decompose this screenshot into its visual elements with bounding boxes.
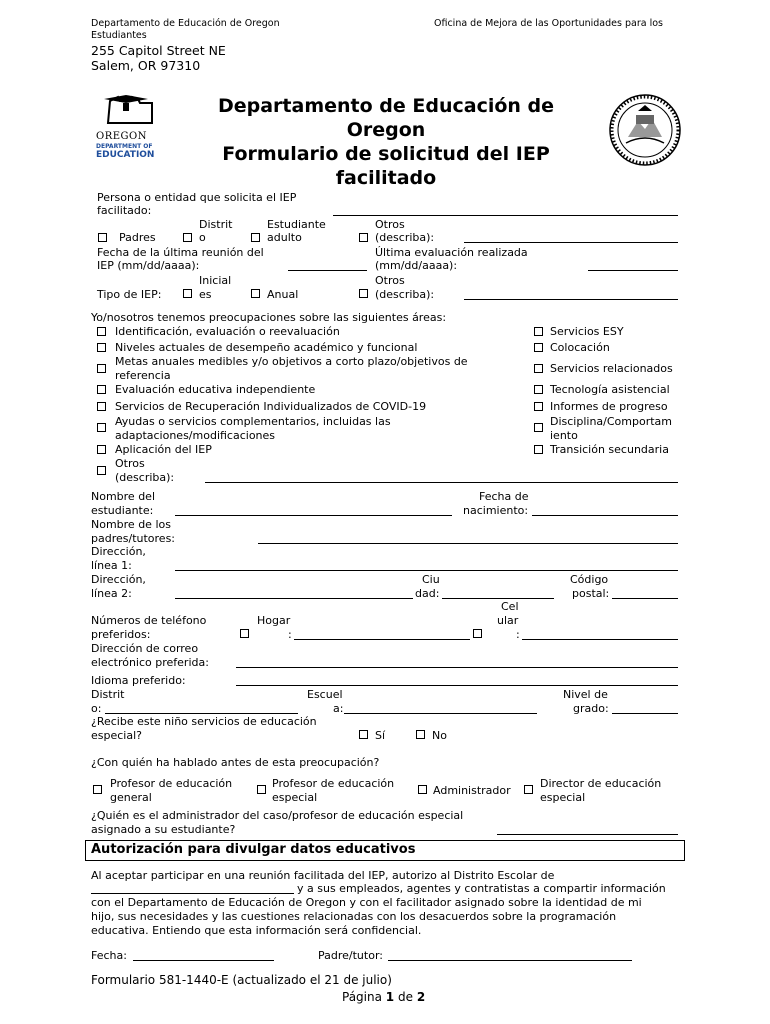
release-paragraph-3: con el Departamento de Educación de Oregon y con el facilitador asignado sobre la identidad de mi	[91, 896, 642, 909]
iep-type-label: Tipo de IEP:	[97, 288, 162, 301]
requester-other-field[interactable]	[464, 232, 678, 243]
concern-other-field[interactable]	[205, 472, 678, 483]
form-title	[196, 94, 576, 190]
address	[91, 43, 226, 73]
oregon-doe-logo	[96, 93, 162, 165]
email-label: Dirección de correo	[91, 642, 199, 655]
release-paragraph-1: Al aceptar participar en una reunión facilitada del IEP, autorizo al Distrito Escolar de	[91, 869, 555, 882]
concern-checkbox[interactable]	[534, 343, 543, 352]
dob-field[interactable]	[532, 505, 678, 516]
concern-checkbox[interactable]	[97, 423, 106, 432]
concern-checkbox[interactable]	[97, 385, 106, 394]
concern-checkbox[interactable]	[97, 445, 106, 454]
case-manager-question: ¿Quién es el administrador del caso/profesor de educación especial	[91, 809, 464, 822]
concern-label: Transición secundaria	[550, 443, 669, 456]
concern-checkbox[interactable]	[97, 364, 106, 373]
concern-label-cont: adaptaciones/modificaciones	[115, 429, 276, 442]
requester-other-label: Otros	[375, 218, 405, 231]
language-label: Idioma preferido:	[91, 674, 186, 687]
annual-checkbox[interactable]	[251, 289, 260, 298]
address1-label: Dirección,	[91, 545, 146, 558]
concern-label: Ayudas o servicios complementarios, incluidas las	[115, 415, 391, 428]
concern-checkbox[interactable]	[534, 445, 543, 454]
concern-other-label: Otros	[115, 457, 145, 470]
oregon-state-icon	[96, 93, 162, 127]
state-seal-icon	[608, 93, 682, 167]
gen-ed-teacher-label: Profesor de educación	[110, 777, 233, 790]
total-pages: 2	[416, 990, 426, 1004]
concern-other-checkbox[interactable]	[97, 466, 106, 475]
title-line-2: Oregon	[346, 119, 426, 141]
street: 255 Capitol Street NE	[91, 43, 226, 58]
iep-other-label: Otros	[375, 274, 405, 287]
concern-label: Disciplina/Comportam	[550, 415, 673, 428]
sped-question: ¿Recibe este niño servicios de educación	[91, 715, 317, 728]
parent-signature-label: Padre/tutor:	[318, 949, 383, 962]
concern-label: Servicios de Recuperación Individualizados de COVID-19	[115, 400, 427, 413]
cell-label-2: ular	[497, 614, 519, 627]
release-heading: Autorización para divulgar datos educativos	[91, 842, 416, 857]
cell-label: Cel	[501, 600, 519, 613]
case-manager-question-2: asignado a su estudiante?	[91, 823, 236, 836]
concern-checkbox[interactable]	[534, 423, 543, 432]
address2-label-2: línea 2:	[91, 587, 132, 600]
district-label: Distrit	[199, 218, 233, 231]
parents-label: Padres	[119, 231, 156, 244]
gen-ed-teacher-checkbox[interactable]	[93, 785, 102, 794]
address2-field[interactable]	[175, 588, 413, 599]
signature-date-field[interactable]	[133, 950, 274, 961]
office-name: Oficina de Mejora de las Oportunidades para los	[434, 18, 663, 29]
concern-label: Tecnología asistencial	[550, 383, 670, 396]
zip-label-2: postal:	[572, 587, 610, 600]
last-meeting-date-field[interactable]	[288, 260, 367, 271]
sped-yes-label: Sí	[375, 729, 386, 742]
agency-left-2: Estudiantes	[91, 29, 147, 41]
parents-name-label-2: padres/tutores:	[91, 532, 176, 545]
current-page: 1	[385, 990, 395, 1004]
concern-checkbox[interactable]	[97, 343, 106, 352]
release-paragraph-4: hijo, sus necesidades y las cuestiones relacionadas con los desacuerdos sobre la programación	[91, 910, 617, 923]
student-name-field[interactable]	[175, 505, 452, 516]
school-field[interactable]	[344, 703, 537, 714]
concern-checkbox[interactable]	[534, 385, 543, 394]
agency-left: Departamento de Educación de Oregon	[91, 18, 280, 29]
phone-label: Números de teléfono	[91, 614, 207, 627]
grade-label-2: grado:	[573, 702, 609, 715]
district-name-label: Distrit	[91, 688, 125, 701]
title-line-4: facilitado	[335, 167, 437, 189]
sped-no-checkbox[interactable]	[416, 730, 425, 739]
grade-field[interactable]	[612, 703, 678, 714]
initial-checkbox[interactable]	[183, 289, 192, 298]
concern-label: Colocación	[550, 341, 610, 354]
page-of: de	[397, 990, 413, 1004]
language-field[interactable]	[236, 675, 678, 686]
home-phone-checkbox[interactable]	[240, 629, 249, 638]
city-label: Ciu	[422, 573, 440, 586]
parent-signature-field[interactable]	[388, 950, 632, 961]
sped-director-label-2: especial	[540, 791, 586, 804]
zip-label: Código	[570, 573, 609, 586]
concern-checkbox[interactable]	[534, 364, 543, 373]
administrator-label: Administrador	[433, 784, 511, 797]
concern-checkbox[interactable]	[97, 402, 106, 411]
student-name-label-2: estudiante:	[91, 504, 154, 517]
concern-label: Identificación, evaluación o reevaluación	[115, 325, 340, 338]
school-district-field[interactable]	[91, 883, 294, 894]
sped-question-2: especial?	[91, 729, 142, 742]
requester-label-2: facilitado:	[97, 204, 152, 217]
home-phone-colon: :	[288, 628, 292, 641]
concern-checkbox[interactable]	[534, 327, 543, 336]
email-label-2: electrónico preferida:	[91, 656, 209, 669]
initial-label-2: es	[199, 288, 212, 301]
dob-label-2: nacimiento:	[463, 504, 529, 517]
dob-label: Fecha de	[479, 490, 529, 503]
last-eval-date-field[interactable]	[588, 260, 678, 271]
concern-label-cont: iento	[550, 429, 578, 442]
logo-dept-text: DEPARTMENT OF	[96, 143, 153, 151]
home-phone-label: Hogar	[257, 614, 291, 627]
phone-label-2: preferidos:	[91, 628, 151, 641]
concern-label: Informes de progreso	[550, 400, 668, 413]
concern-label: Aplicación del IEP	[115, 443, 212, 456]
concern-label: Metas anuales medibles y/o objetivos a corto plazo/objetivos de	[115, 355, 468, 368]
iep-other-field[interactable]	[464, 289, 678, 300]
concern-label-cont: referencia	[115, 369, 171, 382]
page-number	[342, 990, 425, 1005]
parents-checkbox[interactable]	[98, 233, 107, 242]
title-line-1: Departamento de Educación de	[217, 95, 555, 117]
parents-name-field[interactable]	[258, 533, 678, 544]
concern-checkbox[interactable]	[97, 327, 106, 336]
cell-phone-checkbox[interactable]	[473, 629, 482, 638]
last-eval-label-2: (mm/dd/aaaa):	[375, 259, 458, 272]
cell-phone-colon: :	[516, 628, 520, 641]
sped-teacher-label-2: especial	[272, 791, 318, 804]
agency-name	[91, 18, 280, 42]
last-meeting-label-2: IEP (mm/dd/aaaa):	[97, 259, 200, 272]
district-name-field[interactable]	[105, 703, 298, 714]
page-word: Página	[342, 990, 382, 1004]
address1-label-2: línea 1:	[91, 559, 132, 572]
sped-director-label: Director de educación	[540, 777, 662, 790]
signature-date-label: Fecha:	[91, 949, 127, 962]
administrator-checkbox[interactable]	[418, 785, 427, 794]
address2-label: Dirección,	[91, 573, 146, 586]
sped-teacher-checkbox[interactable]	[257, 785, 266, 794]
city: Salem, OR 97310	[91, 58, 201, 73]
school-label: Escuel	[307, 688, 343, 701]
city-field[interactable]	[442, 588, 554, 599]
sped-director-checkbox[interactable]	[524, 785, 533, 794]
concern-label: Niveles actuales de desempeño académico y funcional	[115, 341, 418, 354]
form-number: Formulario 581-1440-E (actualizado el 21 de julio)	[91, 973, 392, 987]
concern-label: Servicios relacionados	[550, 362, 673, 375]
case-manager-field[interactable]	[497, 824, 678, 835]
address1-field[interactable]	[175, 560, 678, 571]
sped-teacher-label: Profesor de educación	[272, 777, 395, 790]
requester-other-checkbox[interactable]	[359, 233, 368, 242]
adult-student-label: Estudiante	[267, 218, 326, 231]
contact-question: ¿Con quién ha hablado antes de esta preocupación?	[91, 756, 380, 769]
iep-other-label-2: (describa):	[375, 288, 435, 301]
annual-label: Anual	[267, 288, 299, 301]
release-paragraph-5: educativa. Entiendo que esta información será confidencial.	[91, 924, 422, 937]
parents-name-label: Nombre de los	[91, 518, 171, 531]
last-eval-label: Última evaluación realizada	[375, 246, 528, 259]
student-name-label: Nombre del	[91, 490, 156, 503]
requester-name-field[interactable]	[333, 205, 678, 216]
zip-field[interactable]	[612, 588, 678, 599]
district-checkbox[interactable]	[183, 233, 192, 242]
gen-ed-teacher-label-2: general	[110, 791, 152, 804]
release-paragraph-2: y a sus empleados, agentes y contratistas a compartir información	[297, 882, 666, 895]
city-label-2: dad:	[415, 587, 440, 600]
logo-education-text: EDUCATION	[96, 150, 155, 161]
district-name-label-2: o:	[91, 702, 102, 715]
logo-oregon-text: OREGON	[96, 130, 147, 142]
home-phone-field[interactable]	[294, 629, 470, 640]
grade-label: Nivel de	[563, 688, 608, 701]
school-label-2: a:	[333, 702, 344, 715]
adult-student-checkbox[interactable]	[251, 233, 260, 242]
concerns-intro: Yo/nosotros tenemos preocupaciones sobre las siguientes áreas:	[91, 311, 447, 324]
title-line-3: Formulario de solicitud del IEP	[222, 143, 550, 165]
concern-label: Servicios ESY	[550, 325, 624, 338]
iep-other-checkbox[interactable]	[359, 289, 368, 298]
last-meeting-label: Fecha de la última reunión del	[97, 246, 264, 259]
cell-phone-field[interactable]	[522, 629, 678, 640]
requester-other-label-2: (describa):	[375, 231, 435, 244]
initial-label: Inicial	[199, 274, 232, 287]
email-field[interactable]	[236, 657, 678, 668]
concern-label: Evaluación educativa independiente	[115, 383, 316, 396]
concern-checkbox[interactable]	[534, 402, 543, 411]
sped-no-label: No	[432, 729, 447, 742]
district-label-2: o	[199, 231, 206, 244]
concern-other-label-2: (describa):	[115, 471, 175, 484]
sped-yes-checkbox[interactable]	[359, 730, 368, 739]
adult-student-label-2: adulto	[267, 231, 302, 244]
requester-label: Persona o entidad que solicita el IEP	[97, 191, 297, 204]
